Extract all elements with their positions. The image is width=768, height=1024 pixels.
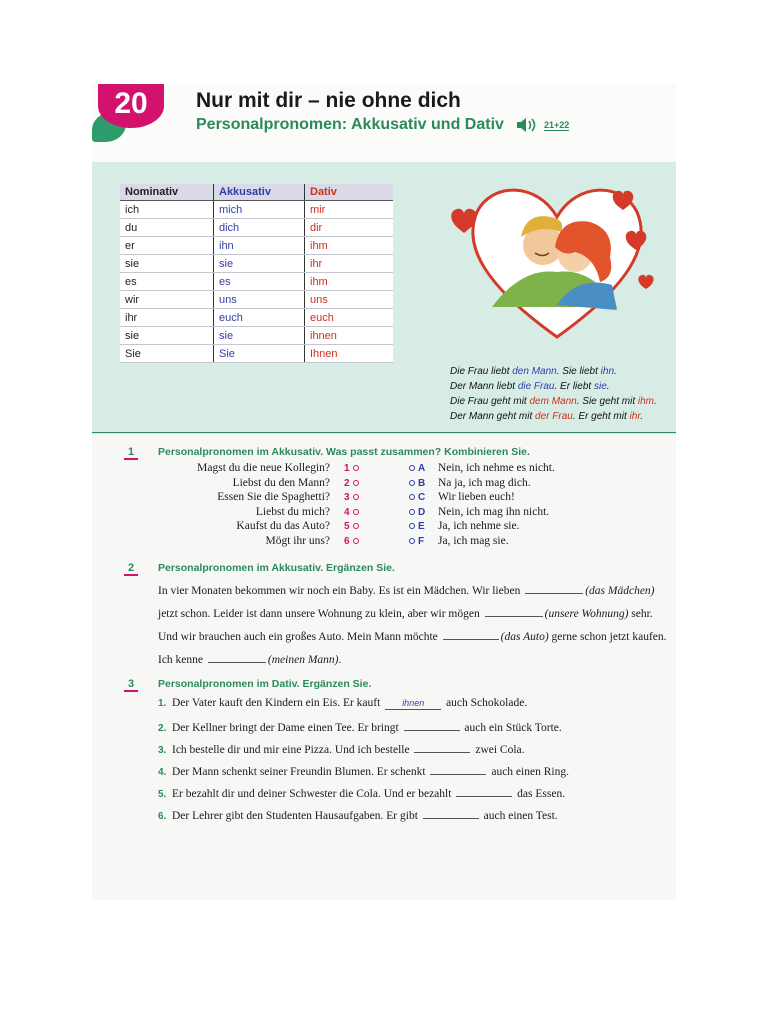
exercise-1-title: Personalpronomen im Akkusativ. Was passt zusammen? Kombinieren Sie. (158, 446, 530, 458)
match-dot-icon[interactable] (353, 494, 359, 500)
hint-text: (das Auto) (500, 631, 549, 643)
sentence-part: . (640, 411, 644, 422)
exercise-sentence (158, 785, 565, 800)
exercise-sentence (158, 763, 569, 778)
table-row (120, 255, 393, 273)
sentence-part: Der Mann schenkt seiner Freundin Blumen. Er schenkt (172, 766, 429, 778)
question-number[interactable] (344, 463, 362, 474)
sentence-part: Der Lehrer gibt den Studenten Hausaufgaben. Er gibt (172, 810, 421, 822)
hint-text: (unsere Wohnung) (544, 608, 629, 620)
speaker-icon[interactable] (516, 117, 538, 133)
answer-letter[interactable] (406, 507, 425, 518)
sentence-number: 4. (158, 767, 167, 778)
answer-text: Ja, ich nehme sie. (438, 520, 520, 532)
sentence-part: Ich bestelle dir und mir eine Pizza. Und ich bestelle (172, 744, 413, 756)
answer-letter[interactable] (406, 536, 424, 547)
question-text: Mögt ihr uns? (265, 534, 330, 547)
answer-text: Nein, ich nehme es nicht. (438, 462, 555, 474)
match-dot-icon[interactable] (409, 509, 415, 515)
sentence-number: 3. (158, 745, 167, 756)
exercise-2-number: 2 (124, 562, 138, 576)
nominativ-cell: du (120, 219, 214, 237)
match-dot-icon[interactable] (353, 509, 359, 515)
match-dot-icon[interactable] (353, 465, 359, 471)
table-header-row (120, 184, 393, 201)
text-part: sehr. (628, 608, 653, 620)
answer-letter-label: C (418, 492, 426, 503)
sentence-part: . (606, 381, 610, 392)
text-line (158, 651, 341, 666)
answer-blank-input[interactable] (525, 582, 583, 594)
match-dot-icon[interactable] (353, 523, 359, 529)
answer-blank-input[interactable] (485, 605, 543, 617)
akkusativ-cell: Sie (214, 345, 305, 363)
nominativ-cell: sie (120, 255, 214, 273)
text-part: Und wir brauchen auch ein großes Auto. Mein Mann möchte (158, 631, 441, 643)
exercise-sentence (158, 719, 562, 734)
sentence-part: auch ein Stück Torte. (461, 722, 562, 734)
question-number[interactable] (344, 521, 362, 532)
answer-blank-input[interactable] (443, 628, 499, 640)
match-dot-icon[interactable] (409, 538, 415, 544)
question-number-label: 6 (344, 535, 350, 547)
example-sentences (450, 364, 657, 424)
nominativ-cell: es (120, 273, 214, 291)
dativ-cell: ihnen (305, 327, 394, 345)
sentence-part: Er bezahlt dir und deiner Schwester die Cola. Und er bezahlt (172, 788, 455, 800)
highlighted-pronoun: sie (593, 381, 607, 392)
question-number-label: 1 (344, 463, 350, 474)
answer-blank-input[interactable] (404, 719, 460, 731)
table-row (120, 219, 393, 237)
question-number[interactable] (344, 536, 362, 547)
sentence-part: Die Frau liebt (450, 366, 513, 377)
nominativ-cell: ihr (120, 309, 214, 327)
exercise-sentence (158, 741, 525, 756)
highlighted-noun: den Mann (512, 366, 557, 377)
page-title: Nur mit dir – nie ohne dich (196, 89, 461, 112)
sentence-number: 2. (158, 723, 167, 734)
hint-text: (meinen Mann) (267, 654, 339, 666)
question-text: Kaufst du das Auto? (236, 520, 330, 532)
table-row (120, 345, 393, 363)
header-dativ: Dativ (305, 184, 394, 201)
akkusativ-cell: sie (214, 327, 305, 345)
dativ-cell: ihm (305, 237, 394, 255)
question-number-label: 3 (344, 492, 350, 503)
match-dot-icon[interactable] (409, 465, 415, 471)
match-dot-icon[interactable] (353, 480, 359, 486)
answer-text: Nein, ich mag ihn nicht. (438, 505, 550, 518)
header-nominativ: Nominativ (120, 184, 214, 201)
answer-blank-input[interactable] (430, 763, 486, 775)
couple-in-heart-illustration (447, 177, 667, 345)
text-line (158, 628, 667, 643)
akkusativ-cell: sie (214, 255, 305, 273)
header-akkusativ: Akkusativ (214, 184, 305, 201)
sentence-part: Der Vater kauft den Kindern ein Eis. Er kauft (172, 697, 384, 709)
section-divider (92, 432, 676, 433)
dativ-cell: dir (305, 219, 394, 237)
question-number[interactable] (344, 492, 362, 503)
answer-letter-label: E (418, 521, 425, 532)
question-text: Essen Sie die Spaghetti? (217, 491, 330, 503)
dativ-cell: uns (305, 291, 394, 309)
answer-blank-input[interactable] (423, 807, 479, 819)
dativ-cell: euch (305, 309, 394, 327)
sentence-part: auch Schokolade. (443, 697, 528, 709)
nominativ-cell: Sie (120, 345, 214, 363)
sentence-part: . Er geht mit (572, 411, 630, 422)
answer-letter[interactable] (406, 492, 425, 503)
answer-letter-label: B (418, 477, 426, 489)
question-text: Magst du die neue Kollegin? (197, 462, 330, 474)
text-line (158, 605, 653, 620)
audio-track-number: 21+22 (544, 120, 570, 130)
highlighted-noun: dem Mann (529, 396, 577, 407)
table-row (120, 291, 393, 309)
nominativ-cell: wir (120, 291, 214, 309)
pronoun-table (120, 184, 393, 363)
exercise-1-number: 1 (124, 446, 138, 460)
table-row (120, 327, 393, 345)
sentence-part: Der Mann geht mit (450, 411, 536, 422)
answer-letter[interactable] (406, 463, 425, 474)
question-text: Liebst du mich? (255, 505, 330, 518)
question-number[interactable] (344, 478, 362, 489)
sentence-part: . Sie geht mit (576, 396, 638, 407)
table-row (120, 201, 393, 219)
sentence-part: auch einen Test. (480, 810, 558, 822)
sentence-part: das Essen. (514, 788, 566, 800)
text-part: jetzt schon. Leider ist dann unsere Wohnung zu klein, aber wir mögen (158, 608, 483, 620)
sentence-part: Die Frau geht mit (450, 396, 530, 407)
answer-letter-label: A (418, 463, 426, 474)
exercise-sentence (158, 807, 558, 822)
example-sentence (450, 394, 657, 409)
sentence-part: . (614, 366, 617, 377)
nominativ-cell: sie (120, 327, 214, 345)
exercise-sentence (158, 697, 527, 710)
question-number[interactable] (344, 507, 362, 518)
sentence-part: Der Mann liebt (450, 381, 518, 392)
sentence-part: zwei Cola. (472, 744, 525, 756)
hint-text: (das Mädchen) (585, 585, 655, 597)
text-part: Ich kenne (158, 654, 206, 666)
dativ-cell: ihr (305, 255, 394, 273)
heart-outline (473, 190, 641, 337)
answer-text: Ja, ich mag sie. (438, 534, 509, 547)
highlighted-pronoun: ihr (629, 411, 641, 422)
akkusativ-cell: euch (214, 309, 305, 327)
text-part: In vier Monaten bekommen wir noch ein Baby. Es ist ein Mädchen. Wir lieben (158, 585, 524, 597)
sentence-number: 5. (158, 789, 167, 800)
answer-blank-input[interactable] (456, 785, 512, 797)
akkusativ-cell: ihn (214, 237, 305, 255)
textbook-page (92, 84, 676, 900)
match-dot-icon[interactable] (409, 494, 415, 500)
unit-number-badge: 20 (98, 84, 164, 128)
match-dot-icon[interactable] (353, 538, 359, 544)
dativ-cell: mir (305, 201, 394, 219)
akkusativ-cell: es (214, 273, 305, 291)
table-row (120, 273, 393, 291)
answer-blank-input[interactable] (414, 741, 470, 753)
question-number-label: 5 (344, 521, 350, 532)
question-number-label: 2 (344, 477, 350, 489)
text-line (158, 582, 655, 597)
answer-letter[interactable] (406, 478, 425, 489)
match-dot-icon[interactable] (409, 480, 415, 486)
sentence-part: . (654, 396, 657, 407)
nominativ-cell: er (120, 237, 214, 255)
sentence-part: auch einen Ring. (488, 766, 569, 778)
answer-letter[interactable] (406, 521, 425, 532)
text-part: . (338, 654, 342, 666)
akkusativ-cell: mich (214, 201, 305, 219)
text-part: gerne schon jetzt kaufen. (548, 631, 667, 643)
answer-text: Na ja, ich mag dich. (438, 476, 531, 489)
question-number-label: 4 (344, 506, 350, 518)
akkusativ-cell: dich (214, 219, 305, 237)
example-sentence (450, 409, 657, 424)
answer-letter-label: F (418, 535, 425, 547)
exercise-2-title: Personalpronomen im Akkusativ. Ergänzen Sie. (158, 562, 395, 574)
dativ-cell: ihm (305, 273, 394, 291)
table-row (120, 309, 393, 327)
answer-blank-input[interactable] (208, 651, 266, 663)
sentence-part: . Sie liebt (556, 366, 601, 377)
heart-icon (638, 275, 653, 289)
nominativ-cell: ich (120, 201, 214, 219)
question-text: Liebst du den Mann? (232, 476, 330, 489)
highlighted-noun: der Frau (535, 411, 573, 422)
page-subtitle: Personalpronomen: Akkusativ und Dativ (196, 116, 504, 133)
example-sentence (450, 364, 657, 379)
table-row (120, 237, 393, 255)
sentence-part: Der Kellner bringt der Dame einen Tee. Er bringt (172, 722, 402, 734)
answer-text: Wir lieben euch! (438, 491, 515, 503)
sentence-number: 1. (158, 698, 167, 709)
exercise-3-title: Personalpronomen im Dativ. Ergänzen Sie. (158, 678, 372, 690)
highlighted-pronoun: ihm (637, 396, 654, 407)
dativ-cell: Ihnen (305, 345, 394, 363)
sentence-part: . Er liebt (554, 381, 594, 392)
highlighted-noun: die Frau (517, 381, 555, 392)
akkusativ-cell: uns (214, 291, 305, 309)
answer-letter-label: D (418, 506, 426, 518)
match-dot-icon[interactable] (409, 523, 415, 529)
answer-blank-input[interactable]: ihnen (385, 698, 441, 710)
sentence-number: 6. (158, 811, 167, 822)
highlighted-pronoun: ihn (600, 366, 615, 377)
example-sentence (450, 379, 657, 394)
exercise-3-number: 3 (124, 678, 138, 692)
